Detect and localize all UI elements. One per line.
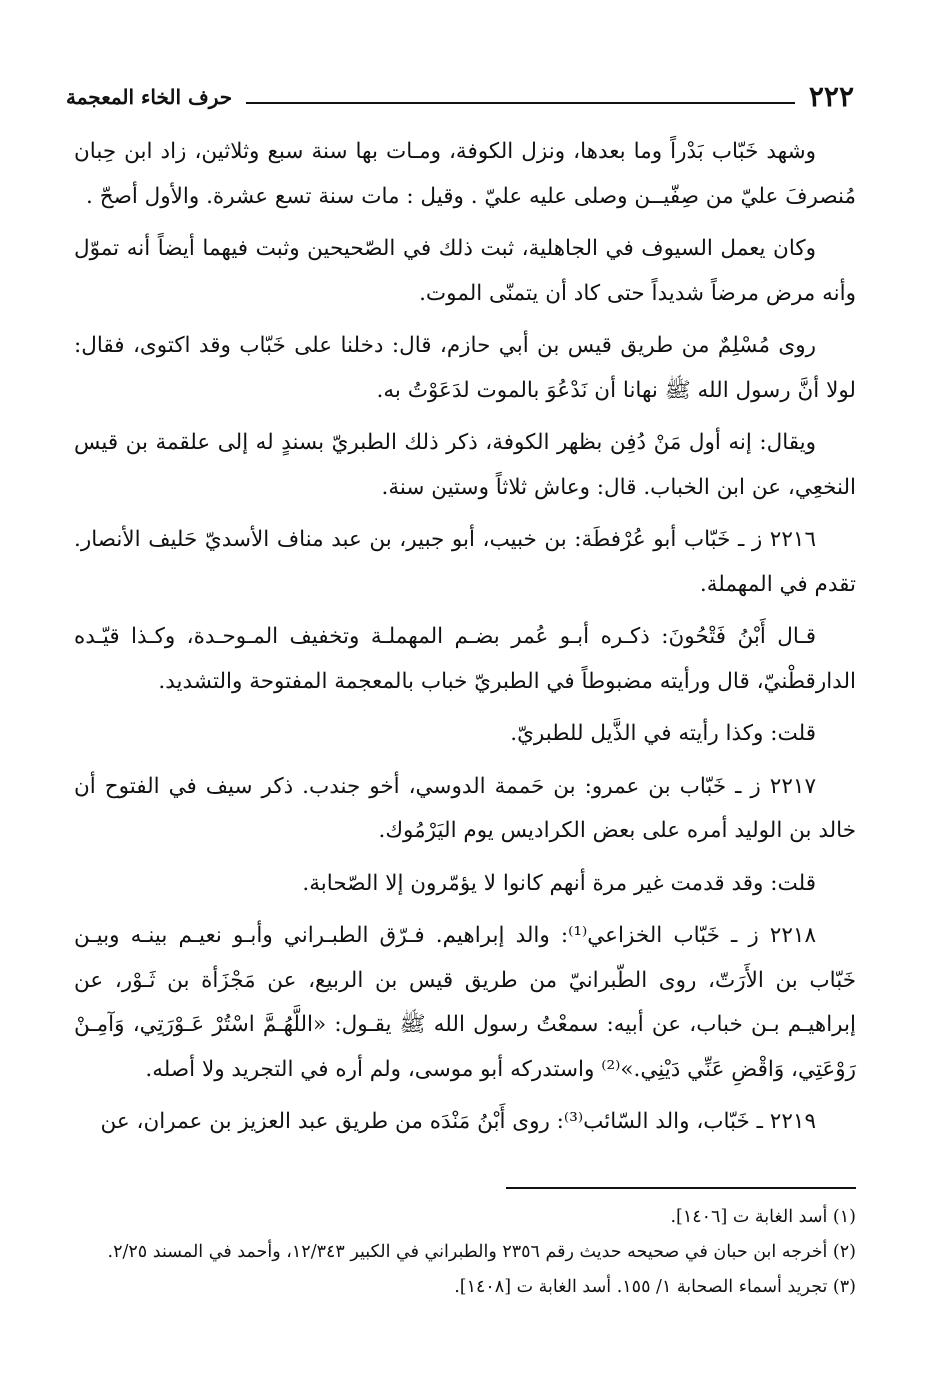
footnote-1: (١) أسد الغابة ت [١٤٠٦]. (670, 1207, 856, 1227)
paragraph-swords: وكان يعمل السيوف في الجاهلية، ثبت ذلك في الصّحيحين وثبت فيهما أيضاً أنه تموّل وأنه مرض مرضاً شديداً حتى كاد أن يتمنّى الموت. (74, 236, 856, 306)
paragraph-dhayl: قلت: وكذا رأيته في الذَّيل للطبريّ. (510, 721, 816, 746)
footnotes (74, 1200, 856, 1305)
footnote-2: (٢) أخرجه ابن حبان في صحيحه حديث رقم ٢٣٥٦ والطبراني في الكبير ١٢/٣٤٣، وأحمد في المسند ٢/٢٥. (107, 1242, 856, 1262)
paragraph-ibn-fathun: قـال أَبْنُ فَتْحُونَ: ذكـره أبـو عُمر بضـم المهملـة وتخفيف المـوحـدة، وكـذا قيّـده الدارقطْنيّ، قال ورأيته مضبوطاً في الطبريّ خباب بالمعجمة المفتوحة والتشديد. (74, 624, 856, 694)
paragraph-muslim-narration: روى مُسْلِمٌ من طريق قيس بن أبي حازم، قال: دخلنا على خَبّاب وقد اكتوى، فقال: لولا أنَّ رسول الله ﷺ نهانا أن نَدْعُوَ بالموت لدَعَوْتُ به. (74, 333, 856, 403)
chapter-title: حرف الخاء المعجمة (66, 85, 233, 109)
entry-2217: ٢٢١٧ ز ـ خَبّاب بن عمرو: بن حَممة الدوسي، أخو جندب. ذكر سيف في الفتوح أن خالد بن الوليد أمره على بعض الكراديس يوم اليَرْمُوك. (74, 773, 856, 843)
entry-2218: ٢٢١٨ ز ـ خَبّاب الخزاعي⁽¹⁾: والد إبراهيم. فـرّق الطبـراني وأبـو نعيـم بينـه وبيـن خَبّاب بن الأَرَتّ، روى الطّبرانيّ من طريق قيس بن الربيع، عن مَجْزَأة بن ثَـوْر، عن إبراهيـم بـن خباب، عن أبيه: سمعْتُ رسول الله ﷺ يقـول: «اللَّهُـمَّ اسْتُرْ عَـوْرَتِي، وَآمِـنْ رَوْعَتِي، وَاقْضِ عَنِّي دَيْنِي.»⁽²⁾ واستدركه أبو موسى، ولم أره في التجريد ولا أصله. (74, 923, 856, 1082)
paragraph-burial: ويقال: إنه أول مَنْ دُفِن بظهر الكوفة، ذكر ذلك الطبريّ بسندٍ له إلى علقمة بن قيس النخعِي، عن ابن الخباب. قال: وعاش ثلاثاً وستين سنة. (74, 430, 856, 500)
main-text (74, 130, 856, 1153)
page-header (66, 78, 854, 112)
header-rule (246, 102, 795, 104)
footnote-divider (506, 1187, 856, 1189)
footnote-3: (٣) تجريد أسماء الصحابة ١/ ١٥٥. أسد الغابة ت [١٤٠٨]. (454, 1277, 856, 1297)
entry-2219: ٢٢١٩ ـ خَبّاب، والد السّائب⁽³⁾: روى أَبْنُ مَنْدَه من طريق عبد العزيز بن عمران، عن (100, 1109, 816, 1134)
paragraph-sahaba: قلت: وقد قدمت غير مرة أنهم كانوا لا يؤمّرون إلا الصّحابة. (302, 870, 816, 896)
paragraph-khabbab-death: وشهد خَبّاب بَدْراً وما بعدها، ونزل الكوفة، ومـات بها سنة سبع وثلاثين، زاد ابن حِبان مُنصرفَ عليّ من صِفّيــن وصلى عليه عليّ . وقيل : مات سنة تسع عشرة. والأول أصحّ . (74, 139, 856, 209)
entry-2216: ٢٢١٦ ز ـ خَبّاب أبو عُرْفطَة: بن خبيب، أبو جبير، بن عبد مناف الأسديّ حَليف الأنصار. تقدم في المهملة. (74, 527, 856, 597)
page-number: ٢٢٢ (808, 80, 854, 113)
